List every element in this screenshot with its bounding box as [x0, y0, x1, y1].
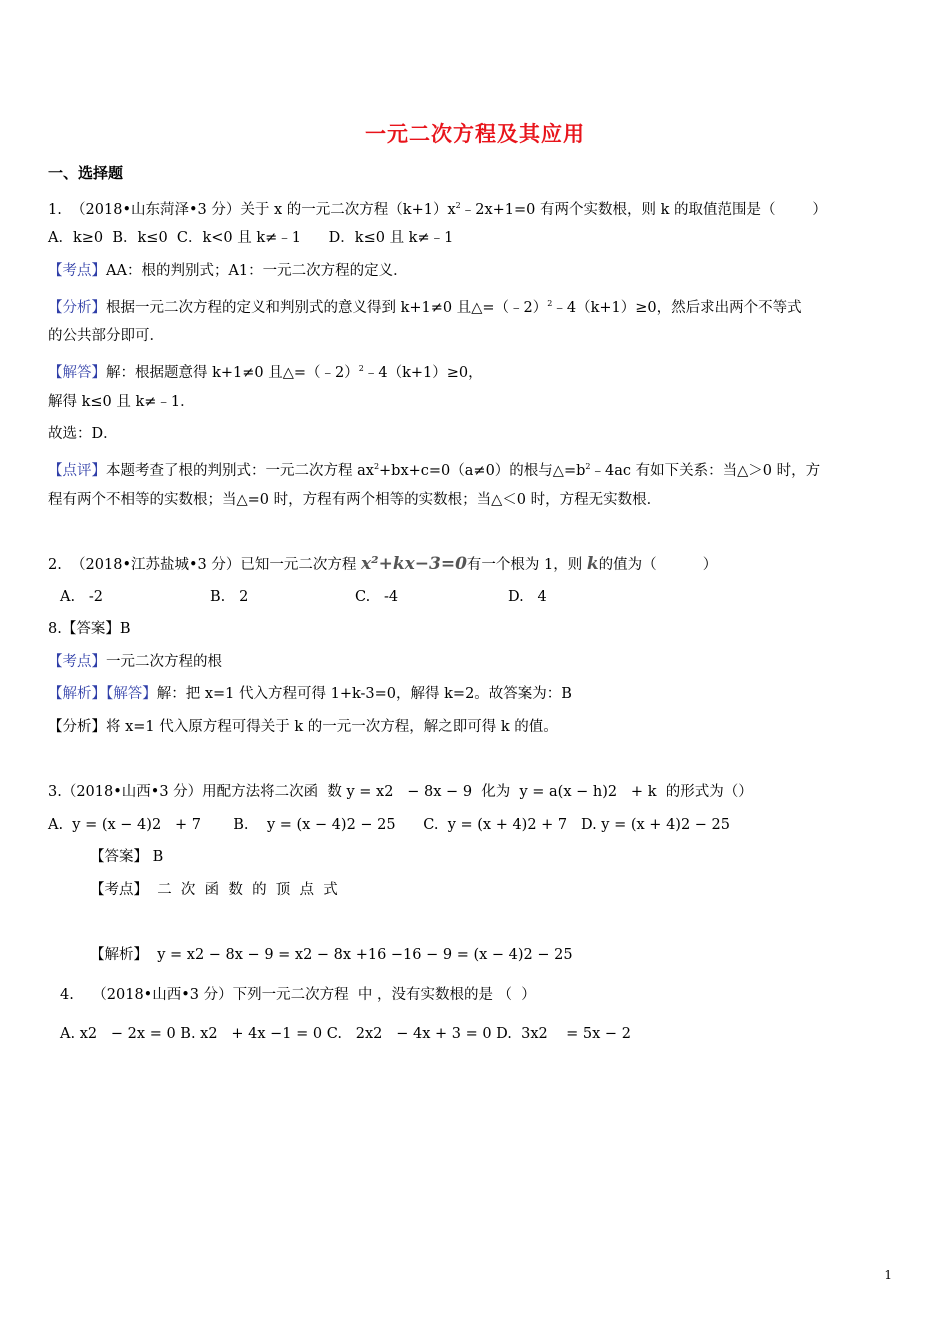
q3-options: A. y = (x − 4)2 + 7 B. y = (x − 4)2 − 25 C. y = (x + 4)2 + 7 D. y = (x + 4)2 − 25 [48, 817, 730, 833]
document-title: 一元二次方程及其应用 [365, 122, 585, 146]
q1-jieda-text: 解：根据题意得 k+1≠0 且△=（﹣2） [106, 365, 359, 381]
kaodian-tag: 【考点】 [48, 263, 106, 279]
q1-fenxi-sup: 2 [547, 299, 553, 308]
q2-stem-text-3: 的值为（ ） [598, 557, 718, 573]
q1-jieda-text-2: ﹣4（k+1）≥0， [363, 365, 483, 381]
jiexi-tag: 【解析】【解答】 [48, 686, 157, 702]
q2-stem [48, 554, 717, 575]
q1-stem-text-2: ﹣2x+1=0 有两个实数根，则 k 的取值范围是（ ） [460, 202, 827, 218]
q1-jieda [48, 359, 483, 383]
section-heading: 一、选择题 [48, 164, 124, 182]
q2-option-b: B. 2 [210, 589, 249, 605]
q3-jiexi: 【解析】 y = x2 − 8x − 9 = x2 − 8x +16 −16 − 9 = (x − 4)2 − 25 [90, 947, 573, 963]
q2-equation: x²+kx−3=0 [361, 554, 467, 574]
q1-fenxi-cont: 的公共部分即可． [48, 328, 164, 344]
q3-answer: 【答案】 B [90, 849, 164, 865]
q3-stem: 3.（2018•山西•3 分）用配方法将二次函 数 y = x2 − 8x − 9 化为 y = a(x − h)2 + k 的形式为（） [48, 784, 753, 800]
q2-answer: 8.【答案】B [48, 621, 131, 637]
q1-jieda-line2: 解得 k≤0 且 k≠﹣1． [48, 394, 195, 410]
dianping-tag: 【点评】 [48, 463, 106, 479]
q2-jiexi [48, 684, 572, 704]
q1-kaodian-text: AA：根的判别式；A1：一元二次方程的定义． [106, 263, 408, 279]
jieda-tag: 【解答】 [48, 365, 106, 381]
page-number: 1 [884, 1268, 892, 1282]
q1-jieda-sup: 2 [358, 364, 364, 373]
q1-fenxi-text: 根据一元二次方程的定义和判别式的意义得到 k+1≠0 且△=（﹣2） [106, 300, 548, 316]
q2-fenxi-text: 将 x=1 代入原方程可得关于 k 的一元一次方程，解之即可得 k 的值。 [106, 719, 558, 735]
fenxi-tag: 【分析】 [48, 719, 106, 735]
q1-dianping-text-3: ﹣4ac 有如下关系：当△＞0 时，方 [590, 463, 821, 479]
kaodian-tag: 【考点】 [48, 654, 106, 670]
q1-dianping-sup1: 2 [373, 462, 380, 471]
q1-dianping-cont: 程有两个不相等的实数根；当△=0 时，方程有两个相等的实数根；当△＜0 时，方程无实数根． [48, 492, 662, 508]
q2-jiexi-text: 解：把 x=1 代入方程可得 1+k-3=0，解得 k=2。故答案为：B [156, 686, 572, 702]
q4-options: A. x2 − 2x = 0 B. x2 + 4x −1 = 0 C. 2x2 − 4x + 3 = 0 D. 3x2 = 5x − 2 [60, 1026, 631, 1042]
q1-dianping-sup2: 2 [585, 462, 591, 471]
q1-dianping-text: 本题考查了根的判别式：一元二次方程 ax [106, 463, 374, 479]
q1-stem [48, 196, 827, 220]
q1-fenxi [48, 294, 802, 318]
q1-dianping-text-2: +bx+c=0（a≠0）的根与△=b [379, 463, 586, 479]
q2-stem-text-2: 有一个根为 1，则 [466, 557, 583, 573]
q2-kaodian-text: 一元二次方程的根 [106, 654, 222, 670]
q3-kaodian: 【考点】 二 次 函 数 的 顶 点 式 [90, 882, 338, 898]
q1-kaodian [48, 261, 408, 281]
q2-var-k: k [586, 554, 599, 574]
q1-stem-text: 1. （2018•山东菏泽•3 分）关于 x 的一元二次方程（k+1）x [48, 202, 456, 218]
q1-stem-sup: 2 [455, 201, 461, 210]
fenxi-tag: 【分析】 [48, 300, 106, 316]
q2-option-a: A. -2 [60, 589, 104, 605]
q2-stem-text: 2. （2018•江苏盐城•3 分）已知一元二次方程 [48, 557, 357, 573]
q2-fenxi [48, 717, 558, 737]
q1-jieda-line3: 故选：D． [48, 426, 118, 442]
q1-options: A．k≥0 B．k≤0 C．k<0 且 k≠﹣1 D．k≤0 且 k≠﹣1 [48, 230, 454, 246]
q2-option-c: C. -4 [355, 589, 399, 605]
q1-fenxi-text-2: ﹣4（k+1）≥0，然后求出两个不等式 [552, 300, 802, 316]
q2-kaodian [48, 652, 222, 672]
q1-dianping [48, 457, 820, 481]
q4-stem: 4. （2018•山西•3 分）下列一元二次方程 中 ，没有实数根的是 （ ） [60, 987, 536, 1003]
q2-option-d: D. 4 [508, 589, 547, 605]
